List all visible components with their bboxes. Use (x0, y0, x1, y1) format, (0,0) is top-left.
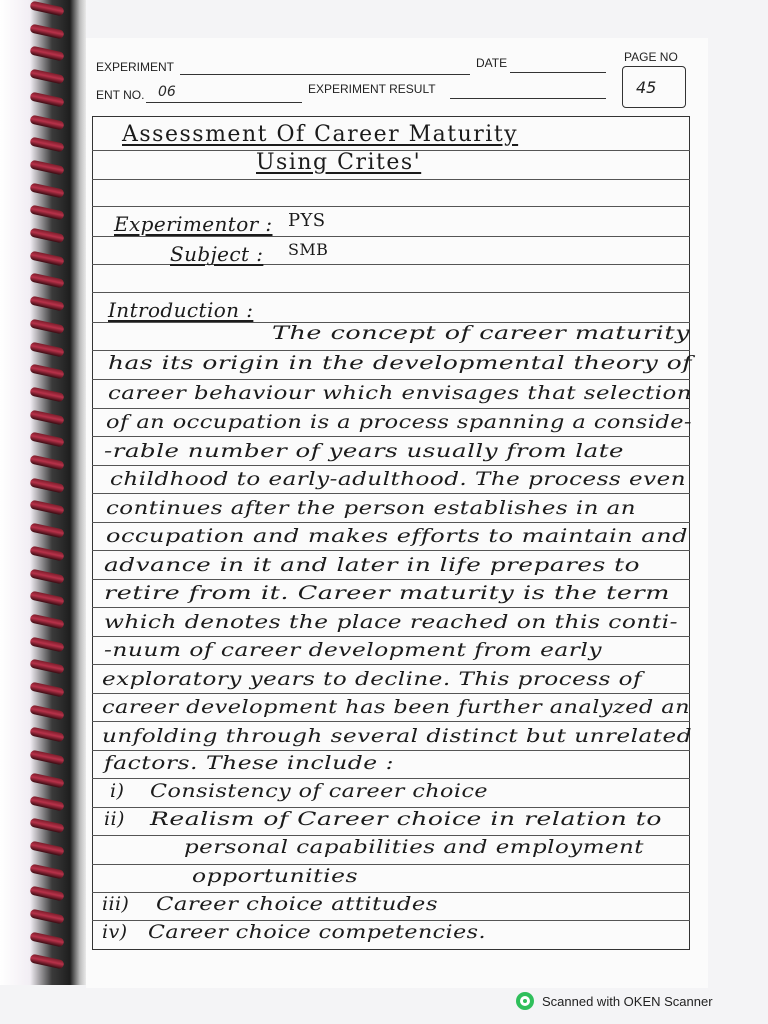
introduction-line: which denotes the place reached on this conti- (104, 611, 678, 633)
experiment-line (180, 74, 470, 75)
spiral-coil (29, 273, 64, 289)
spiral-coil (29, 682, 64, 698)
spiral-coil (29, 159, 64, 175)
ruled-line (92, 636, 690, 637)
experiment-result-label: EXPERIMENT RESULT (308, 82, 436, 96)
spiral-coil (29, 46, 64, 62)
introduction-line: exploratory years to decline. This process of (102, 668, 642, 690)
spiral-coil (29, 182, 64, 198)
spiral-coil (29, 205, 64, 221)
spiral-coil (29, 409, 64, 425)
factor-marker: i) (110, 780, 125, 802)
ruled-line (92, 864, 690, 865)
ruled-line (92, 493, 690, 494)
subject-label: Subject : (170, 242, 264, 266)
spiral-coil (29, 455, 64, 471)
date-line (510, 72, 606, 73)
spiral-binding (0, 0, 86, 985)
spiral-coil (29, 545, 64, 561)
spiral-coil (29, 364, 64, 380)
ruled-line (92, 550, 690, 551)
spiral-coil (29, 750, 64, 766)
ruled-line (92, 206, 690, 207)
ruled-line (92, 693, 690, 694)
ruled-line (92, 292, 690, 293)
introduction-heading: Introduction : (108, 298, 254, 322)
spiral-coil (29, 23, 64, 39)
ruled-line (92, 350, 690, 351)
spiral-coil (29, 500, 64, 516)
spiral-coil (29, 863, 64, 879)
ruled-line (92, 236, 690, 237)
ruled-line (92, 750, 690, 751)
introduction-line: -rable number of years usually from late (104, 440, 624, 462)
spiral-coil (29, 318, 64, 334)
experiment-no-label: ENT NO. (96, 88, 145, 102)
spiral-coil (29, 727, 64, 743)
factor-text: personal capabilities and employment (184, 836, 644, 858)
oken-scanner-logo-icon (516, 992, 534, 1010)
spiral-coil (29, 137, 64, 153)
factor-text: Career choice competencies. (148, 921, 486, 943)
spiral-coil (29, 228, 64, 244)
factor-marker: iii) (102, 893, 130, 915)
introduction-line: factors. These include : (104, 752, 394, 774)
introduction-line: -nuum of career development from early (104, 639, 602, 661)
spiral-coil (29, 909, 64, 925)
spiral-coil (29, 341, 64, 357)
experimentor-label: Experimentor : (114, 212, 273, 236)
spiral-coil (29, 818, 64, 834)
spiral-coil (29, 931, 64, 947)
spiral-coil (29, 250, 64, 266)
spiral-coil (29, 613, 64, 629)
spiral-coil (29, 91, 64, 107)
spiral-coil (29, 795, 64, 811)
scanner-watermark (516, 990, 713, 1012)
ruled-line (92, 379, 690, 380)
ruled-line (92, 664, 690, 665)
spiral-coil (29, 591, 64, 607)
factor-text: opportunities (192, 865, 358, 887)
experiment-header (96, 52, 626, 112)
ruled-line (92, 408, 690, 409)
ruled-line (92, 179, 690, 180)
introduction-line: continues after the person establishes in an (106, 497, 636, 519)
spiral-coil (29, 114, 64, 130)
spiral-coil (29, 886, 64, 902)
spiral-coil (29, 523, 64, 539)
spiral-coil (29, 432, 64, 448)
spiral-coil (29, 386, 64, 402)
introduction-line: career development has been further analyzed an (102, 696, 690, 718)
introduction-line: The concept of career maturity (272, 322, 690, 344)
experiment-no-value: 06 (158, 84, 176, 100)
spiral-coil (29, 954, 64, 970)
ruled-line (92, 721, 690, 722)
spiral-coil (29, 69, 64, 85)
introduction-line: advance in it and later in life prepares to (104, 554, 640, 576)
experimentor-value: PYS (288, 210, 326, 231)
spiral-coil (29, 296, 64, 312)
date-label: DATE (476, 56, 508, 70)
spiral-coil (29, 772, 64, 788)
introduction-line: has its origin in the developmental theory of (108, 352, 692, 374)
ruled-line (92, 778, 690, 779)
spiral-coil (29, 477, 64, 493)
spiral-coil (29, 840, 64, 856)
page-subtitle: Using Crites' (256, 150, 422, 175)
introduction-line: retire from it. Career maturity is the term (104, 582, 670, 604)
experiment-label: EXPERIMENT (96, 60, 175, 74)
page-no-value: 45 (636, 78, 657, 97)
ruled-line (92, 522, 690, 523)
factor-text: Consistency of career choice (150, 780, 488, 802)
spiral-coil (29, 636, 64, 652)
experiment-no-line (146, 102, 302, 103)
ruled-line (92, 465, 690, 466)
spiral-coil (29, 704, 64, 720)
ruled-line (92, 436, 690, 437)
ruled-line (92, 579, 690, 580)
spiral-coil (29, 568, 64, 584)
introduction-line: occupation and makes efforts to maintain and (106, 525, 688, 547)
introduction-line: unfolding through several distinct but unrelated (102, 725, 692, 747)
ruled-line (92, 607, 690, 608)
factor-marker: iv) (102, 921, 128, 943)
spiral-coil (29, 1, 64, 17)
introduction-line: childhood to early-adulthood. The process even (110, 468, 686, 490)
subject-value: SMB (288, 240, 329, 259)
introduction-line: career behaviour which envisages that selection (108, 382, 692, 404)
introduction-line: of an occupation is a process spanning a conside- (106, 411, 692, 433)
page-title: Assessment Of Career Maturity (122, 122, 519, 147)
spiral-coil (29, 659, 64, 675)
page-no-label: PAGE NO (624, 50, 678, 64)
experiment-result-line (450, 98, 606, 99)
factor-text: Realism of Career choice in relation to (150, 808, 662, 830)
factor-text: Career choice attitudes (156, 893, 438, 915)
factor-marker: ii) (104, 808, 125, 830)
scanner-text: Scanned with OKEN Scanner (542, 993, 713, 1009)
